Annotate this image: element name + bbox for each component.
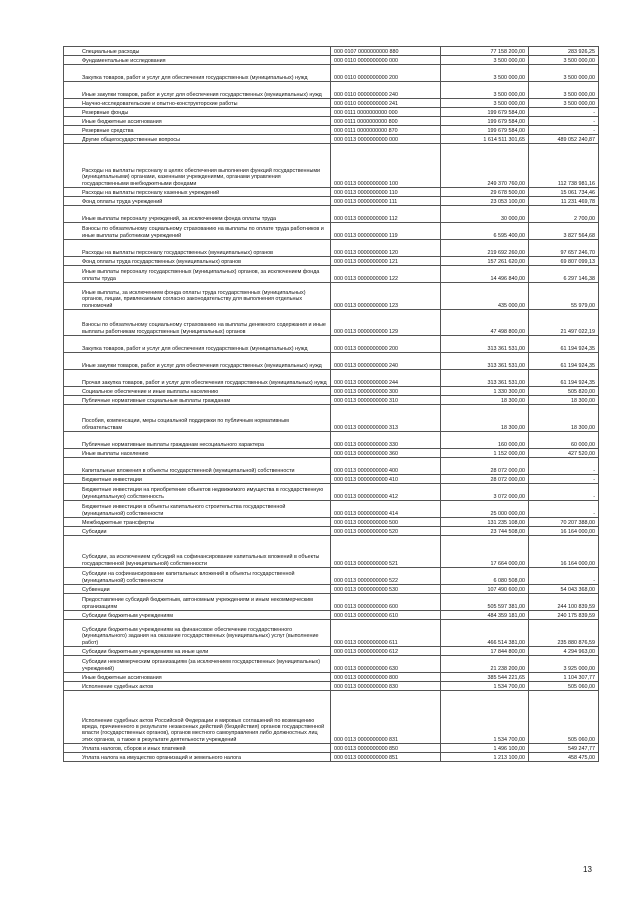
row-planned-cell: 18 300,00 <box>441 405 529 432</box>
row-name-cell: Взносы по обязательному социальному страхованию на выплаты денежного содержания и иные выплаты работникам государственных (муниципальных) органов <box>64 310 331 336</box>
row-planned-cell: 1 496 100,00 <box>441 744 529 753</box>
row-executed-cell: 61 194 924,35 <box>529 336 599 353</box>
row-planned-cell: 30 000,00 <box>441 206 529 223</box>
table-row <box>64 611 599 620</box>
row-planned-cell: 484 359 181,00 <box>441 611 529 620</box>
row-executed-cell: 4 294 963,00 <box>529 647 599 656</box>
row-executed-cell: 2 700,00 <box>529 206 599 223</box>
row-executed-cell: - <box>529 568 599 585</box>
row-name-cell: Бюджетные инвестиции на приобретение объектов недвижимого имущества в государственную (муниципальную) собственность <box>64 484 331 501</box>
table-row <box>64 353 599 370</box>
row-executed-cell: 55 979,00 <box>529 283 599 310</box>
row-planned-cell: 28 072 000,00 <box>441 458 529 475</box>
row-executed-cell: 16 164 000,00 <box>529 527 599 536</box>
row-planned-cell: 3 500 000,00 <box>441 56 529 65</box>
page-number: 13 <box>583 865 592 874</box>
row-code-cell: 000 0113 0000000000 612 <box>331 647 441 656</box>
row-code-cell: 000 0113 0000000000 851 <box>331 753 441 762</box>
table-row <box>64 585 599 594</box>
table-row <box>64 188 599 197</box>
row-name-cell: Межбюджетные трансферты <box>64 518 331 527</box>
row-executed-cell: 3 500 000,00 <box>529 82 599 99</box>
row-planned-cell: 219 692 260,00 <box>441 240 529 257</box>
table-row <box>64 568 599 585</box>
row-name-cell: Пособия, компенсации, меры социальной поддержки по публичным нормативным обязательствам <box>64 405 331 432</box>
row-name-cell: Уплата налога на имущество организаций и земельного налога <box>64 753 331 762</box>
row-name-cell: Субсидии некоммерческим организациям (за исключением государственных (муниципальных) учреждений) <box>64 656 331 673</box>
row-executed-cell: 489 052 240,87 <box>529 135 599 144</box>
row-code-cell: 000 0113 0000000000 313 <box>331 405 441 432</box>
row-planned-cell: 1 534 700,00 <box>441 682 529 691</box>
row-planned-cell: 199 679 584,00 <box>441 126 529 135</box>
row-code-cell: 000 0113 0000000000 520 <box>331 527 441 536</box>
row-executed-cell: 505 060,00 <box>529 682 599 691</box>
row-planned-cell: 23 744 508,00 <box>441 527 529 536</box>
row-executed-cell: 11 231 469,78 <box>529 197 599 206</box>
row-name-cell: Прочая закупка товаров, работ и услуг для обеспечения государственных (муниципальных) нужд <box>64 370 331 387</box>
row-name-cell: Публичные нормативные выплаты гражданам несоциального характера <box>64 432 331 449</box>
row-planned-cell: 505 597 381,00 <box>441 594 529 611</box>
table-row <box>64 475 599 484</box>
row-code-cell: 000 0113 0000000000 800 <box>331 673 441 682</box>
row-name-cell: Субвенции <box>64 585 331 594</box>
row-name-cell: Субсидии, за исключением субсидий на софинансирование капитальных вложений в объекты государственной (муниципальной) собственности <box>64 536 331 568</box>
row-executed-cell: 244 100 839,59 <box>529 594 599 611</box>
row-name-cell: Субсидии бюджетным учреждениям на финансовое обеспечение государственного (муниципального) задания на оказание государственных (муниципальных) услуг (выполнение работ) <box>64 620 331 647</box>
table-row <box>64 744 599 753</box>
row-name-cell: Фонд оплаты труда учреждений <box>64 197 331 206</box>
table-row <box>64 65 599 82</box>
row-executed-cell: - <box>529 117 599 126</box>
row-name-cell: Предоставление субсидий бюджетным, автономным учреждениям и иным некоммерческим организациям <box>64 594 331 611</box>
table-row <box>64 197 599 206</box>
row-name-cell: Научно-исследовательские и опытно-конструкторские работы <box>64 99 331 108</box>
row-name-cell: Закупка товаров, работ и услуг для обеспечения государственных (муниципальных) нужд <box>64 336 331 353</box>
row-code-cell: 000 0113 0000000000 123 <box>331 283 441 310</box>
row-code-cell: 000 0113 0000000000 121 <box>331 257 441 266</box>
row-code-cell: 000 0113 0000000000 000 <box>331 135 441 144</box>
row-name-cell: Взносы по обязательному социальному страхованию на выплаты по оплате труда работников и иные выплаты работникам учреждений <box>64 223 331 240</box>
row-executed-cell: 3 827 564,68 <box>529 223 599 240</box>
table-row <box>64 673 599 682</box>
row-executed-cell: 427 520,00 <box>529 449 599 458</box>
row-name-cell: Публичные нормативные социальные выплаты гражданам <box>64 396 331 405</box>
table-row <box>64 126 599 135</box>
row-planned-cell: 157 261 620,00 <box>441 257 529 266</box>
row-code-cell: 000 0113 0000000000 521 <box>331 536 441 568</box>
row-code-cell: 000 0113 0000000000 600 <box>331 594 441 611</box>
row-planned-cell: 77 158 200,00 <box>441 47 529 56</box>
row-name-cell: Иные бюджетные ассигнования <box>64 673 331 682</box>
row-planned-cell: 6 080 508,00 <box>441 568 529 585</box>
table-body <box>64 47 599 762</box>
row-name-cell: Расходы на выплаты персоналу казенных учреждений <box>64 188 331 197</box>
row-code-cell: 000 0113 0000000000 244 <box>331 370 441 387</box>
row-executed-cell: 1 104 307,77 <box>529 673 599 682</box>
row-planned-cell: 1 534 700,00 <box>441 691 529 744</box>
table-row <box>64 396 599 405</box>
row-code-cell: 000 0113 0000000000 100 <box>331 144 441 188</box>
row-name-cell: Расходы на выплаты персоналу в целях обеспечения выполнения функций государственными (муниципальными) органами, казенными учреждениями, органами управления государственными внебюджетными фондами <box>64 144 331 188</box>
table-row <box>64 484 599 501</box>
row-name-cell: Субсидии <box>64 527 331 536</box>
row-name-cell: Другие общегосударственные вопросы <box>64 135 331 144</box>
row-planned-cell: 1 213 100,00 <box>441 753 529 762</box>
row-code-cell: 000 0111 0000000000 800 <box>331 117 441 126</box>
table-row <box>64 647 599 656</box>
row-executed-cell: 235 880 876,59 <box>529 620 599 647</box>
row-code-cell: 000 0113 0000000000 522 <box>331 568 441 585</box>
row-executed-cell: 458 475,00 <box>529 753 599 762</box>
row-name-cell: Расходы на выплаты персоналу государственных (муниципальных) органов <box>64 240 331 257</box>
row-code-cell: 000 0113 0000000000 610 <box>331 611 441 620</box>
table-row <box>64 99 599 108</box>
row-executed-cell: 112 738 981,16 <box>529 144 599 188</box>
row-planned-cell: 160 000,00 <box>441 432 529 449</box>
table-row <box>64 266 599 283</box>
row-planned-cell: 313 361 531,00 <box>441 353 529 370</box>
row-planned-cell: 313 361 531,00 <box>441 336 529 353</box>
row-name-cell: Резервные средства <box>64 126 331 135</box>
row-code-cell: 000 0113 0000000000 120 <box>331 240 441 257</box>
table-row <box>64 594 599 611</box>
row-name-cell: Иные бюджетные ассигнования <box>64 117 331 126</box>
row-code-cell: 000 0110 0000000000 241 <box>331 99 441 108</box>
row-code-cell: 000 0113 0000000000 410 <box>331 475 441 484</box>
row-executed-cell: 549 247,77 <box>529 744 599 753</box>
row-planned-cell: 14 496 840,00 <box>441 266 529 283</box>
row-executed-cell: 18 300,00 <box>529 405 599 432</box>
row-planned-cell: 29 678 500,00 <box>441 188 529 197</box>
row-executed-cell: 3 500 000,00 <box>529 99 599 108</box>
row-code-cell: 000 0113 0000000000 360 <box>331 449 441 458</box>
table-row <box>64 656 599 673</box>
row-executed-cell: 505 060,00 <box>529 691 599 744</box>
row-planned-cell: 28 072 000,00 <box>441 475 529 484</box>
table-row <box>64 405 599 432</box>
row-name-cell: Уплата налогов, сборов и иных платежей <box>64 744 331 753</box>
row-name-cell: Бюджетные инвестиции <box>64 475 331 484</box>
row-executed-cell: 70 207 388,00 <box>529 518 599 527</box>
row-code-cell: 000 0111 0000000000 870 <box>331 126 441 135</box>
row-name-cell: Иные закупки товаров, работ и услуг для обеспечения государственных (муниципальных) нужд <box>64 82 331 99</box>
row-name-cell: Исполнение судебных актов <box>64 682 331 691</box>
row-executed-cell: 18 300,00 <box>529 396 599 405</box>
row-executed-cell: 97 657 246,70 <box>529 240 599 257</box>
table-row <box>64 458 599 475</box>
row-code-cell: 000 0113 0000000000 630 <box>331 656 441 673</box>
row-executed-cell: 3 500 000,00 <box>529 56 599 65</box>
row-name-cell: Иные выплаты, за исключением фонда оплаты труда государственных (муниципальных) органов, лицам, привлекаемым согласно законодательству для выполнения отдельных полномочий <box>64 283 331 310</box>
table-row <box>64 108 599 117</box>
row-code-cell: 000 0113 0000000000 414 <box>331 501 441 518</box>
table-row <box>64 283 599 310</box>
row-planned-cell: 3 072 000,00 <box>441 484 529 501</box>
row-executed-cell: - <box>529 475 599 484</box>
row-planned-cell: 1 152 000,00 <box>441 449 529 458</box>
row-name-cell: Резервные фонды <box>64 108 331 117</box>
row-code-cell: 000 0113 0000000000 611 <box>331 620 441 647</box>
row-planned-cell: 435 000,00 <box>441 283 529 310</box>
table-row <box>64 144 599 188</box>
row-name-cell: Иные выплаты персоналу учреждений, за исключением фонда оплаты труда <box>64 206 331 223</box>
table-row <box>64 501 599 518</box>
row-executed-cell: 6 297 146,38 <box>529 266 599 283</box>
row-code-cell: 000 0113 0000000000 200 <box>331 336 441 353</box>
row-name-cell: Бюджетные инвестиции в объекты капитального строительства государственной (муниципальной) собственности <box>64 501 331 518</box>
row-executed-cell: - <box>529 484 599 501</box>
row-executed-cell: 54 043 368,00 <box>529 585 599 594</box>
row-executed-cell: 240 175 839,59 <box>529 611 599 620</box>
table-row <box>64 257 599 266</box>
row-name-cell: Капитальные вложения в объекты государственной (муниципальной) собственности <box>64 458 331 475</box>
row-executed-cell: 16 164 000,00 <box>529 536 599 568</box>
row-name-cell: Закупка товаров, работ и услуг для обеспечения государственных (муниципальных) нужд <box>64 65 331 82</box>
table-row <box>64 310 599 336</box>
row-executed-cell: - <box>529 501 599 518</box>
table-row <box>64 135 599 144</box>
row-planned-cell: 17 664 000,00 <box>441 536 529 568</box>
table-row <box>64 536 599 568</box>
row-code-cell: 000 0113 0000000000 400 <box>331 458 441 475</box>
row-code-cell: 000 0113 0000000000 240 <box>331 353 441 370</box>
row-planned-cell: 3 500 000,00 <box>441 99 529 108</box>
row-planned-cell: 25 000 000,00 <box>441 501 529 518</box>
row-planned-cell: 199 679 584,00 <box>441 108 529 117</box>
row-planned-cell: 466 514 381,00 <box>441 620 529 647</box>
row-planned-cell: 199 679 584,00 <box>441 117 529 126</box>
table-row <box>64 370 599 387</box>
table-row <box>64 117 599 126</box>
table-row <box>64 82 599 99</box>
row-code-cell: 000 0113 0000000000 112 <box>331 206 441 223</box>
table-row <box>64 620 599 647</box>
row-name-cell: Социальное обеспечение и иные выплаты населению <box>64 387 331 396</box>
table-row <box>64 518 599 527</box>
row-code-cell: 000 0113 0000000000 530 <box>331 585 441 594</box>
table-row <box>64 753 599 762</box>
row-name-cell: Субсидии бюджетным учреждениям <box>64 611 331 620</box>
row-code-cell: 000 0113 0000000000 830 <box>331 682 441 691</box>
row-executed-cell: 61 194 924,35 <box>529 353 599 370</box>
row-name-cell: Исполнение судебных актов Российской Федерации и мировых соглашений по возмещению вреда, причиненного в результате незаконных действий (бездействия) органов государственной власти (государственных органов), органов местного самоуправления либо должностных лиц этих органов, а также в результате деятельности учреждений <box>64 691 331 744</box>
table-row <box>64 336 599 353</box>
row-planned-cell: 6 595 400,00 <box>441 223 529 240</box>
row-executed-cell: 505 820,00 <box>529 387 599 396</box>
row-executed-cell: 21 497 022,19 <box>529 310 599 336</box>
row-executed-cell: 3 925 000,00 <box>529 656 599 673</box>
row-name-cell: Иные выплаты персоналу государственных (муниципальных) органов, за исключением фонда оплаты труда <box>64 266 331 283</box>
table-row <box>64 56 599 65</box>
row-code-cell: 000 0110 0000000000 240 <box>331 82 441 99</box>
row-planned-cell: 249 370 760,00 <box>441 144 529 188</box>
row-planned-cell: 1 614 511 301,65 <box>441 135 529 144</box>
row-code-cell: 000 0113 0000000000 500 <box>331 518 441 527</box>
row-name-cell: Субсидии бюджетным учреждениям на иные цели <box>64 647 331 656</box>
row-executed-cell: 61 194 924,35 <box>529 370 599 387</box>
row-executed-cell: - <box>529 108 599 117</box>
table-row <box>64 691 599 744</box>
row-executed-cell: 3 500 000,00 <box>529 65 599 82</box>
row-name-cell: Фонд оплаты труда государственных (муниципальных) органов <box>64 257 331 266</box>
row-code-cell: 000 0113 0000000000 850 <box>331 744 441 753</box>
row-executed-cell: - <box>529 458 599 475</box>
row-code-cell: 000 0113 0000000000 110 <box>331 188 441 197</box>
row-name-cell: Иные закупки товаров, работ и услуг для обеспечения государственных (муниципальных) нужд <box>64 353 331 370</box>
row-name-cell: Субсидии на софинансирование капитальных вложений в объекты государственной (муниципальной) собственности <box>64 568 331 585</box>
row-name-cell: Специальные расходы <box>64 47 331 56</box>
row-planned-cell: 47 498 800,00 <box>441 310 529 336</box>
budget-expenses-table <box>63 46 599 762</box>
row-executed-cell: 283 926,25 <box>529 47 599 56</box>
row-code-cell: 000 0111 0000000000 000 <box>331 108 441 117</box>
row-planned-cell: 21 238 200,00 <box>441 656 529 673</box>
row-name-cell: Иные выплаты населению <box>64 449 331 458</box>
row-code-cell: 000 0113 0000000000 310 <box>331 396 441 405</box>
table-row <box>64 206 599 223</box>
row-executed-cell: 69 807 099,13 <box>529 257 599 266</box>
row-code-cell: 000 0113 0000000000 119 <box>331 223 441 240</box>
row-planned-cell: 18 300,00 <box>441 396 529 405</box>
table-row <box>64 387 599 396</box>
row-planned-cell: 1 330 300,00 <box>441 387 529 396</box>
row-code-cell: 000 0110 0000000000 200 <box>331 65 441 82</box>
row-code-cell: 000 0113 0000000000 412 <box>331 484 441 501</box>
row-code-cell: 000 0110 0000000000 000 <box>331 56 441 65</box>
row-planned-cell: 3 500 000,00 <box>441 65 529 82</box>
table-row <box>64 240 599 257</box>
row-planned-cell: 131 235 108,00 <box>441 518 529 527</box>
row-code-cell: 000 0113 0000000000 122 <box>331 266 441 283</box>
row-code-cell: 000 0107 0000000000 880 <box>331 47 441 56</box>
row-executed-cell: - <box>529 126 599 135</box>
row-planned-cell: 3 500 000,00 <box>441 82 529 99</box>
row-code-cell: 000 0113 0000000000 300 <box>331 387 441 396</box>
row-executed-cell: 15 061 734,46 <box>529 188 599 197</box>
row-planned-cell: 313 361 531,00 <box>441 370 529 387</box>
table-row <box>64 223 599 240</box>
row-executed-cell: 60 000,00 <box>529 432 599 449</box>
row-planned-cell: 17 844 800,00 <box>441 647 529 656</box>
row-name-cell: Фундаментальные исследования <box>64 56 331 65</box>
table-row <box>64 682 599 691</box>
row-planned-cell: 23 053 100,00 <box>441 197 529 206</box>
row-code-cell: 000 0113 0000000000 330 <box>331 432 441 449</box>
row-code-cell: 000 0113 0000000000 831 <box>331 691 441 744</box>
table-row <box>64 527 599 536</box>
row-planned-cell: 385 544 221,65 <box>441 673 529 682</box>
table-row <box>64 47 599 56</box>
row-code-cell: 000 0113 0000000000 111 <box>331 197 441 206</box>
table-row <box>64 432 599 449</box>
table-row <box>64 449 599 458</box>
row-planned-cell: 107 490 600,00 <box>441 585 529 594</box>
row-code-cell: 000 0113 0000000000 129 <box>331 310 441 336</box>
